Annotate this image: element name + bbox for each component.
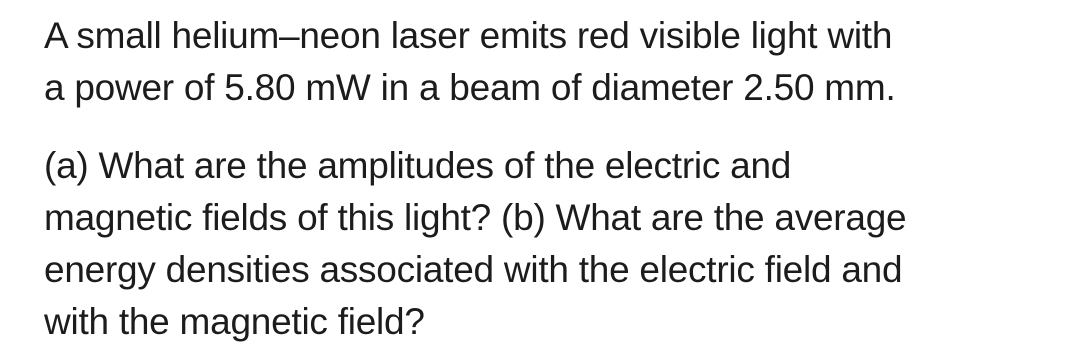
problem-questions <box>44 140 906 348</box>
problem-statement <box>44 10 895 114</box>
text-line: (a) What are the amplitudes of the electric and <box>44 145 792 186</box>
text-line: a power of 5.80 mW in a beam of diameter 2.50 mm. <box>44 67 896 108</box>
text-line: with the magnetic field? <box>44 301 425 342</box>
text-line: magnetic fields of this light? (b) What are the average <box>44 197 907 238</box>
text-line: A small helium–neon laser emits red visible light with <box>44 15 893 56</box>
text-line: energy densities associated with the electric field and <box>44 249 903 290</box>
